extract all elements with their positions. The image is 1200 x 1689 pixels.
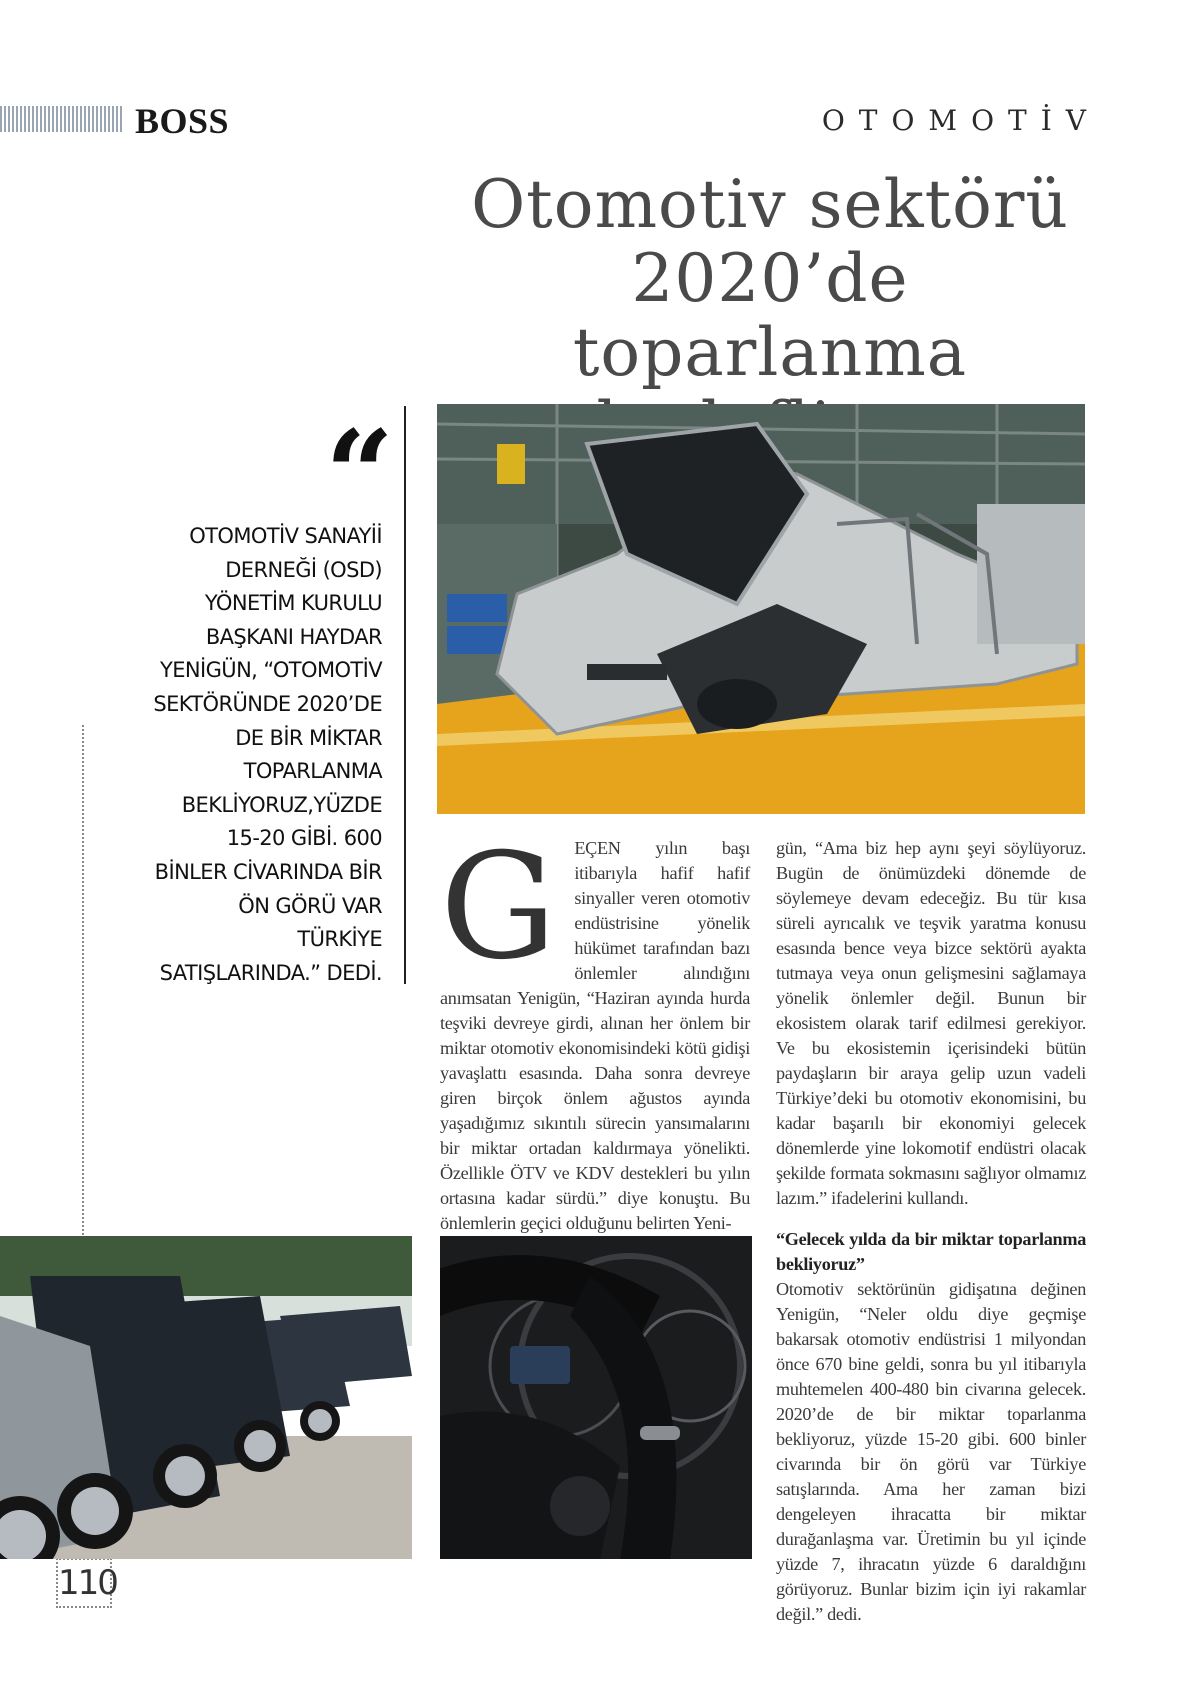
- page-number: 110: [56, 1558, 112, 1608]
- quote-mark: “: [325, 404, 395, 545]
- title-line-1: Otomotiv sektörü: [471, 166, 1069, 243]
- body-column-1: [440, 822, 750, 1236]
- body-paragraph-2: gün, “Ama biz hep aynı şeyi söylüyoruz. Bugün de önümüzdeki dönemde de söylemeye devam edeceğiz. Bu tür kısa süreli ayrıcalık ve teşvik yaratma konusu esasında bence veya bizce sektörü ayakta tutmaya veya onun gelişmesini sağlamaya yönelik önlemler değil. Bunun bir ekosistem olarak tarif edilmesi gerekiyor. Ve bu ekosistemin içerisindeki bütün paydaşların bir araya gelip uzun vadeli Türkiye’deki bu otomotiv ekonomisini, bu kadar başarılı bir ekonomiyi gelecek dönemlerde yine lokomotif endüstri olacak şekilde formata sokmasını sağlıyor olmamız lazım.” ifadelerini kullandı.: [776, 838, 1086, 1208]
- parked-cars-photo: [0, 1236, 412, 1559]
- body-column-2: [776, 836, 1086, 1624]
- section-label: OTOMOTİV: [821, 104, 1100, 137]
- body-paragraph-1: EÇEN yılın başı itibarıyla hafif hafif sinyaller veren otomotiv endüstrisine yönelik hükümet tarafından bazı önlemler alındığını anımsatan Yenigün, “Haziran ayında hurda teşviki devreye girdi, alınan her önlem bir miktar otomotiv ekonomisindeki kötü gidişi yavaşlattı esasında. Daha sonra devreye giren birçok önlem ağustos ayında yaşadığımız sıkıntılı sürecin yansımalarını bir miktar ortadan kaldırmaya yönelikti. Özellikle ÖTV ve KDV destekleri bu yılın ortasına kadar sürdü.” diye konuştu. Bu önlemlerin geçici olduğunu belirten Yeni-: [440, 838, 750, 1233]
- magazine-logo: BOSS: [135, 101, 230, 141]
- pull-quote: OTOMOTİV SANAYİİ DERNEĞİ (OSD) YÖNETİM KURULU BAŞKANI HAYDAR YENİGÜN, “OTOMOTİV SEKTÖRÜNDE 2020’DE DE BİR MİKTAR TOPARLANMA BEKLİYORUZ,YÜZDE 15-20 GİBİ. 600 BİNLER CİVARINDA BİR ÖN GÖRÜ VAR TÜRKİYE SATIŞLARINDA.” DEDİ.: [153, 524, 382, 985]
- subheading: “Gelecek yılda da bir miktar toparlanma bekliyoruz”: [776, 1229, 1086, 1274]
- quote-divider: [404, 406, 406, 984]
- title-line-2: 2020’de toparlanma: [572, 240, 968, 391]
- car-assembly-photo: [437, 404, 1085, 814]
- header-stripe-decoration: [0, 106, 122, 132]
- steering-wheel-photo: [440, 1236, 752, 1559]
- body-paragraph-3: Otomotiv sektörünün gidişatına değinen Yenigün, “Neler oldu diye geçmişe bakarsak otomotiv endüstrisi 1 milyondan önce 670 bine geldi, sonra bu yıl itibarıyla muhtemelen 400-480 bin civarına gelecek. 2020’de de bir miktar toparlanma bekliyoruz, yüzde 15-20 gibi. 600 binler civarında bir ön görü var Türkiye satışlarında. Ama her zaman bizi dengeleyen ihracatta bir miktar durağanlaşma var. Üretimin bu yıl içinde yüzde 7, ihracatın yüzde 6 daraldığını görüyoruz. Bunlar bizim için iyi rakamlar değil.” dedi.: [776, 1279, 1086, 1624]
- drop-cap: G: [440, 822, 557, 992]
